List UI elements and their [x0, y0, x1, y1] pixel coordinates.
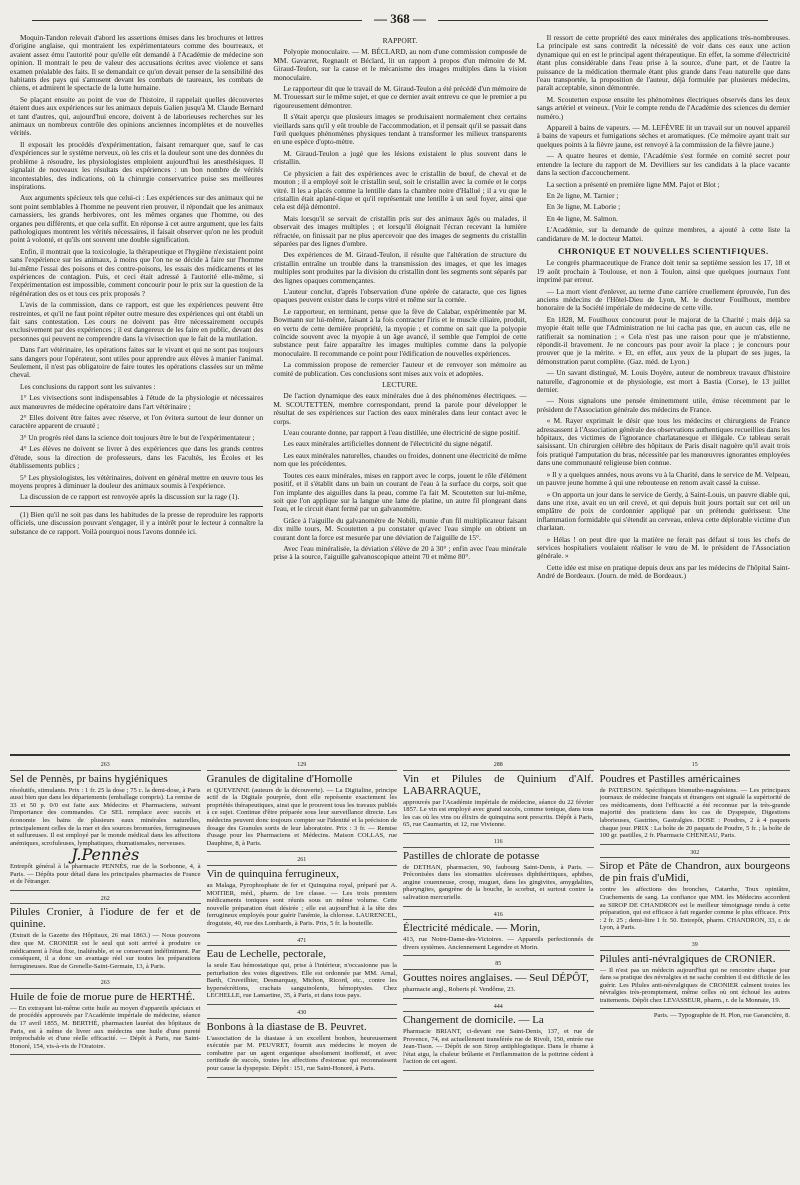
paragraph: Il ressort de cette propriété des eaux minérales des applications très-nombreuses. La principale est sans contredit la nécessité de voir dans ces eaux une action dynamique qui en est le principal agent thérapeutique. En effet, la somme d'électricité étant plus considérable dans l'eau prise à la source, d'une part, et de l'autre la puissance de la médication thermale étant plus grande dans l'eau naturelle que dans l'eau transportée, la proposition de l'auteur, déjà formulée par plusieurs médecins, paraît acceptable, sinon démontrée. [536, 34, 790, 93]
paragraph: Moquin-Tandon relevait d'abord les assertions émises dans les brochures et lettres d'origine anglaise, qui montraient les expérimentateurs comme des bourreaux, et avaient assez ému l'autorité pour qu'elle eût demandé à l'Académie de médecine son opinion. Il montrait le peu de valeur des accusations écrites avec violence et sans examen préalable des faits. Il se demandait ce qu'on devait penser de la sensibilité des habitants des pays qui s'amusent devant les combats de taureaux, les combats de chiens, et admirent le spectacle de la lutte humaine. [10, 34, 264, 93]
article-columns [10, 34, 790, 754]
paragraph: Les eaux minérales naturelles, chaudes ou froides, donnent une électricité de même nom que les précédentes. [273, 450, 527, 469]
paragraph: La discussion de ce rapport est renvoyée après la discussion sur la rage (1). [20, 492, 240, 502]
ad-block [207, 936, 398, 1006]
ad-title: Huile de foie de morue pure de HERTHÉ. [10, 990, 196, 1003]
ad-block [403, 1002, 594, 1072]
ad-body: de PATERSON. Spécifiques bismutho-magnésiens. — Les principaux journaux de médecine français et étrangers ont signalé la supériorité de ces médicaments, dont l'efficacité a été reconnue par la très-grande majorité des praticiens dans les cas de Dyspepsie, Digestions laborieuses, Gastrites, Gastralgies. DOSE : Poudres, 2 à 4 paquets chaque jour. PRIX : La boîte de 20 paquets de Poudre, 5 fr. ; la boîte de 100 gr. pastilles, 2 fr. Pharmacie CHENEAU, Paris. [599, 786, 790, 840]
ad-number: 302 [600, 850, 791, 859]
paragraph: » Hélas ! on peut dire que la matière ne ferait pas défaut si tous les chefs de services hospitaliers voulaient réaliser le vœu de M. le président de l'Association générale. » [536, 534, 790, 561]
paragraph: Aux arguments spécieux tels que celui-ci : Les expériences sur des animaux qui ne sont point semblables à l'homme ne peuvent rien prouver, il répondait que les animaux carnassiers, les grands herbivores, ont les mêmes organes que l'homme, ou des organes peu différents, et que cela suffit. En réponse à cet autre argument, que les faits pathologiques montrent les vérités nécessaires, il faisait observer qu'on ne les produit point à volonté, et qu'ils ont souvent une double signification. [10, 193, 264, 245]
ad-signature: J.Pennès [71, 845, 140, 865]
paragraph: En 4e ligne, M. Salmon. [546, 213, 618, 223]
printer-footer: Paris. — Typographie de H. Plon, rue Garancière, 8. [653, 1012, 790, 1020]
ad-title: Bonbons à la diastase de B. Peuvret. [206, 1020, 367, 1033]
ad-body: contre les affections des bronches, Catarrhe, Toux opiniâtre, Crachements de sang. La confiance que MM. les Médecins accordent au SIROP DE CHANDRON est le meilleur témoignage rendu à cette préparation, qui est efficace à fait regarder comme le plus efficace. Prix : 2 fr. 25 ; demi-litre 1 fr. 50. Entrepôt, pharm. CHANDRON, 33, r. de Lyon, à Paris. [599, 886, 790, 932]
ad-number: 288 [403, 762, 594, 771]
paragraph: Appareil à bains de vapeurs. — M. LEFÈVRE lit un travail sur un nouvel appareil à bains de vapeurs et fumigations sèches et aromatiques. (Ce mémoire ayant trait sur quelques points à la fièvre jaune, est renvoyé à la commission de la fièvre jaune.) [536, 123, 790, 149]
ad-body: approuvés par l'Académie impériale de médecine, séance du 22 février 1857. Le vin est employé avec grand succès, comme tonique, dans tous les cas où les vins ou élixirs de quinquina sont prescrits. Dépôt à Paris, 65, rue Caumartin, et 12, rue Vivienne. [403, 798, 594, 829]
paragraph: Polyopie monoculaire. — M. BÉCLARD, au nom d'une commission composée de MM. Gavarret, Regnault et Béclard, lit un rapport à propos d'un mémoire de M. Giraud-Teulon, sur la cause et le mécanisme des images multiples dans la vision monoculaire. [273, 47, 527, 82]
ad-block [207, 855, 398, 932]
paragraph: — Un savant distingué, M. Louis Doyère, auteur de nombreux travaux d'histoire naturelle, d'agronomie et de physiologie, est mort à Bastia (Corse), le 13 juillet dernier. [536, 368, 790, 395]
ad-title: Pilules Cronier, à l'iodure de fer et de quinine. [10, 906, 201, 931]
ad-number: 444 [403, 1004, 594, 1013]
ad-block [600, 848, 791, 937]
ad-number: 85 [403, 961, 594, 970]
paragraph: La section a présenté en première ligne MM. Pajot et Blot ; [546, 179, 720, 189]
ad-block [403, 959, 594, 998]
paragraph: L'avis de la commission, dans ce rapport, est que les expériences peuvent être restreintes, et qu'il ne faut point répéter outre mesure des expériences qui ont établi un fait sans contestation. Les cours ne doivent pas être nécessairement occupés exclusivement par des expériences ; il est dangereux de les faire en public, devant des personnes qui peuvent ne comprendre dans la vivisection que le fait de la mutilation. [10, 300, 264, 343]
ad-body: Pharmacie BRIANT, ci-devant rue Saint-Denis, 137, et rue de Provence, 74, est actuellement transférée rue de Rivoli, 150, entrée rue Jean-Tison. — Dépôt de son Sirop antiphlogistique. Dans le rhume à l'état aigu, la chaleur brûlante et l'inflammation de la poitrine cèdent à l'action de cet agent. [403, 1028, 594, 1066]
paragraph: 3° Un progrès réel dans la science doit toujours être le but de l'expérimentateur ; [20, 432, 255, 442]
paragraph: Avec l'eau minéralisée, la déviation s'élève de 20 à 30° ; enfin avec l'eau minérale prise à la source, l'aiguille galvanoscopique atteint 70 et même 80°. [273, 543, 527, 562]
paragraph: Les conclusions du rapport sont les suivantes : [20, 381, 156, 391]
paragraph: Enfin, il montrait que la toxicologie, la thérapeutique et l'hygiène n'existaient point sans l'expérience sur les animaux, à moins que l'on ne se décide à faire sur l'homme lui-même l'essai des poisons et des contre-poisons, les essais des médicaments et les expériences de contagion. Puis, et ceci était adressé à l'autorité elle-même, si l'expérimentation est impossible, comment concourir pour le prix sur la question de la régénération des os et tous ces prix proposés ? [10, 246, 264, 298]
paragraph: Il exposait les procédés d'expérimentation, faisant remarquer que, sauf le cas d'expériences sur le système nerveux, où les cris et la douleur sont une des données du problème à résoudre, les physiologistes emploient aujourd'hui les anesthésiques. Il signalait de nouveaux les résultats des expériences : un bon nombre de vérités incontestables, des indications, où la chirurgie conservatrice puise ses meilleures inspirations. [10, 139, 264, 191]
ad-number: 430 [207, 1010, 398, 1019]
ad-number: 39 [600, 942, 791, 951]
ad-block [403, 910, 594, 957]
paragraph: « M. Rayer exprimait le désir que tous les médecins et chirurgiens de France adressassent à l'Association générale des observations authentiques recueillies dans les hôpitaux, des victimes de l'ignorance charlatanesque et illégale. Ce tableau serait saisissant. Un chirurgien célèbre des hôpitaux de Paris disait naguère qu'il avait trois fois pratiqué l'amputation du bras, nécessitée par les manœuvres ignorantes employées dans une communauté religieuse bien connue. [536, 416, 790, 468]
ad-title: Électricité médicale. — Morin, [403, 922, 541, 935]
paragraph: Toutes ces eaux minérales, mises en rapport avec le corps, jouent le rôle d'élément positif, et il s'établit dans un bain un courant de l'eau à la surface du corps, soit que l'on implante des aiguilles dans la peau, comme l'a fait M. Scoutetten sur lui-même, soit que l'on applique sur la langue une lame de platine, un autre fil plongeant dans l'eau, et le circuit étant fermé par un galvanomètre. [273, 470, 527, 514]
paragraph: M. Giraud-Teulon a jugé que les lésions existaient le plus souvent dans le cristallin. [273, 148, 527, 167]
ad-number: 263 [10, 980, 201, 989]
paragraph: Des expériences de M. Giraud-Teulon, il résulte que l'altération de structure du cristallin entraîne un trouble dans la transmission des images, et que les images multiples sont produites par la division du cristallin dont les segments sont séparés par des lignes opaques commençantes. [273, 250, 527, 285]
ad-number: 15 [600, 762, 791, 771]
paragraph: » On apporta un jour dans le service de Gerdy, à Saint-Louis, un pauvre diable qui, dans une rixe, avait eu un œil crevé, et qui depuis huit jours portait sur cet œil un emplâtre de poix de cordonnier appliqué par un prétendu guérisseur. Une inflammation formidable qui s'étendit au cerveau, enleva cette déplorable victime d'un charlatan. [536, 489, 790, 533]
paragraph: 2° Elles doivent être faites avec réserve, et l'on évitera surtout de leur donner un caractère apparent de cruauté ; [10, 413, 264, 431]
paragraph: Le rapporteur, en terminant, pense que la fève de Calabar, expérimentée par M. Bowmann sur lui-même, faisant à la fois contracter l'iris et le muscle ciliaire, produit, en vertu de cette dernière propriété, la myopie ; et comme on sait que la polyopie coïncide souvent avec la myopie à un âge avancé, il semble que l'emploi de cette substance peut faire apparaître les images multiples comme dans la polyopie monoculaire. Il recommande ce point pour l'édification de nouvelles expériences. [273, 306, 527, 358]
ad-body: résolutifs, stimulants. Prix : 1 fr. 25 la dose ; 75 c. la demi-dose, à Paris aussi bien que dans les départements (emballage compris). La remise de 33 et 50 p. 0/0 est faite aux Médecins et Pharmaciens, suivant l'importance des commandes. Ce SEL remplace avec succès et économie les bains de plusieurs eaux minérales naturelles, principalement celles de la mer et des sources bromurées, ferrugineuses et sulfureuses. Il est employé par le monde médical dans les affections anémiques, scrofuleuses, lymphatiques, rhumatismales, nerveuses. [10, 786, 201, 847]
ad-title: Poudres et Pastilles américaines [599, 772, 741, 785]
ad-number: 471 [207, 938, 398, 947]
column-3 [537, 34, 790, 754]
paragraph: Se plaçant ensuite au point de vue de l'histoire, il rappelait quelles découvertes étaient dues aux expériences sur les animaux depuis Galien jusqu'à M. Claude Bernard et tant d'autres, qui, aujourd'hui encore, doivent à de laborieuses recherches sur les animaux un nombreux contrôle des opinions anciennes incomplètes et de nouvelles vérités. [10, 94, 264, 138]
ad-block [10, 760, 201, 891]
ad-title: Gouttes noires anglaises. — Seul DÉPÔT, [403, 971, 589, 984]
ad-number: 116 [403, 839, 594, 848]
ad-number: 129 [207, 762, 398, 771]
paragraph: Il s'était aperçu que plusieurs images se produisaient normalement chez certains vieillards sans qu'il y eût trouble de l'accommodation, et il pensait qu'il se passait dans l'œil quelques phénomènes physiques tendant à transformer les milieux transparents en une espèce d'opto-mètre. [273, 112, 527, 147]
paragraph: La commission propose de remercier l'auteur et de renvoyer son mémoire au comité de publication. Ces conclusions sont mises aux voix et adoptées. [273, 360, 527, 378]
paragraph: Ce physicien a fait des expériences avec le cristallin de bœuf, de cheval et de mouton ; il a employé soit le cristallin seul, soit le cristallin avec la cornée et le corps vitré. Il les a placés comme la lentille dans la chambre noire d'Hallué ; il a vu que le cristallin était aplané-tique et qu'il représentait une lentille à un seul foyer, ainsi que cela est déjà démontré. [273, 168, 527, 212]
ad-column-4 [600, 760, 791, 1185]
ad-block [600, 940, 791, 1010]
ad-body: 413, rue Notre-Dame-des-Victoires. — Appareils perfectionnés de divers systèmes. Anciennement Legendre et Morin. [403, 936, 594, 951]
ad-block [10, 978, 201, 1055]
ad-title: Sirop et Pâte de Chandron, aux bourgeons de pin frais d'uMidi, [599, 860, 790, 885]
advertisements [10, 754, 790, 1185]
ad-body: — En extrayant lui-même cette huile au moyen d'appareils spéciaux et de procédés approuvés par l'Académie impériale de médecine, séance du 17 avril 1855, M. BERTHÉ, pharmacien lauréat des hôpitaux de Paris, est à même de livrer aux médecins une huile d'une pureté irréprochable et d'une réelle efficacité. — Dépôt à Paris, rue Saint-Honoré, 154, vis-à-vis de l'Oratoire. [10, 1004, 201, 1050]
ad-body: pharmacie angl., Roberts pl. Vendôme, 23. [403, 985, 516, 993]
ad-number: 416 [403, 912, 594, 921]
newspaper-page [10, 10, 790, 1165]
ad-column-2 [207, 760, 398, 1185]
paragraph: Dans l'art vétérinaire, les opérations faites sur le vivant et qui ne sont pas toujours sans dangers pour l'opérateur, sont utiles pour apprendre aux élèves à manier l'animal. Seulement, il n'est pas obligatoire de faire toutes les opérations classées sur un même cheval. [10, 345, 264, 380]
ad-title: Sel de Pennès, pr bains hygiéniques [10, 772, 168, 785]
footnote: (1) Bien qu'il ne soit pas dans les habitudes de la presse de reproduire les rapports officiels, une discussion pouvant s'engager, il y a intérêt pour le lecteur à connaître la substance de ce rapport. Voilà pourquoi nous l'avons donnée ici. [10, 509, 264, 536]
paragraph: L'eau courante donne, par rapport à l'eau distillée, une électricité de signe positif. [283, 428, 520, 438]
paragraph: 4° Les élèves ne doivent se livrer à des expériences que dans les grands centres d'étude, sous la direction de professeurs, dans les Facultés, les Écoles et les établissements publics ; [10, 444, 264, 471]
paragraph: Grâce à l'aiguille du galvanomètre de Nobili, munie d'un fil multiplicateur faisant dix mille tours, M. Scoutetten a pu constater qu'avec l'eau simple on obtient un courant dont la force est mesurée par une déviation de l'aiguille de 15°. [273, 515, 527, 542]
ad-title: Vin de quinquina ferrugineux, [206, 867, 340, 880]
ad-block [10, 894, 201, 976]
paragraph: En 1828, M. Fouilhoux concourut pour le majorat de la Charité ; mais déjà sa myopie était telle que l'Administration ne lui cacha pas que, en aucun cas, elle ne ratifierait sa nomination ; « Cela n'est pas une raison pour que je m'abstienne, répondit-il bravement. Je ne concours pas pour avoir la place ; je concours pour prouver que je la mérite. » Et, en effet, aux yeux de la plupart de ses juges, la démonstration parut complète. (Gaz. méd. de Lyon.) [536, 314, 790, 366]
paragraph: L'Académie, sur la demande de quinze membres, a ajouté à cette liste la candidature de M. le docteur Mattei. [536, 225, 790, 243]
ad-title: Granules de digitaline d'Homolle [206, 772, 353, 785]
ad-column-1 [10, 760, 201, 1185]
paragraph: Le rapporteur dit que le travail de M. Giraud-Teulon a été précédé d'un mémoire de M. Trouessart sur le même sujet, et que ce dernier avait entrevu ce que le premier a pu rigoureusement démontrer. [273, 84, 527, 110]
ad-block [403, 760, 594, 834]
ad-body: (Extrait de la Gazette des Hôpitaux, 26 mai 1863.) — Nous pouvons dire que M. CRONIER est le seul qui soit arrivé à produire ce médicament à l'état fixe, inaltérable, et se conservant indéfiniment. Par conséquent, il a donc un avantage réel sur toutes les préparations ferrugineuses. Rue de Grenelle-Saint-Germain, 13, à Paris. [10, 932, 201, 970]
section-heading-lecture: LECTURE. [382, 380, 418, 390]
ad-body: — Il n'est pas un médecin aujourd'hui qui ne rencontre chaque jour dans sa pratique des névralgies et ne sache combien il est difficile de les guérir. Les Pilules anti-névralgiques de CRONIER calment toutes les névralgies très-promptement, même celles où ont échoué les autres traitements. Dépôt chez LEVASSEUR, pharm., r. de la Monnaie, 19. [599, 966, 790, 1004]
ad-body-extra: Entrepôt général à la pharmacie PENNÈS, rue de la Sorbonne, 4, à Paris. — Dépôts pour détail dans les principales pharmacies de France et de l'étranger. [10, 862, 201, 886]
ad-number: 262 [10, 896, 201, 905]
column-1 [10, 34, 263, 754]
paragraph: 1° Les vivisections sont indispensables à l'étude de la physiologie et nécessaires aux manœuvres de médecine opératoire dans l'art vétérinaire ; [10, 393, 264, 411]
section-heading-rapport: RAPPORT. [382, 36, 418, 45]
paragraph: L'auteur conclut, d'après l'observation d'une opérée de cataracte, que ces lignes opaques peuvent exister dans le corps vitré et même sur la cornée. [273, 286, 527, 305]
column-2 [273, 34, 526, 754]
paragraph: » Il y a quelques années, nous avons vu à la Charité, dans le service de M. Velpeau, un pauvre jeune homme à qui une rebouteuse en renom avait cassé la cuisse. [536, 469, 790, 488]
paragraph: De l'action dynamique des eaux minérales due à des phénomènes électriques. — M. SCOUTETTEN, membre correspondant, prend la parole pour développer le résultat de ses expériences sur l'action des eaux minérales dans leur contact avec le corps. [273, 391, 527, 426]
ad-number: 261 [207, 857, 398, 866]
paragraph: Le congrès pharmaceutique de France doit tenir sa septième session les 17, 18 et 19 août prochain à Toulouse, et non à Toulon, ainsi que quelques journaux l'ont imprimé par erreur. [536, 258, 790, 285]
paragraph: — A quatre heures et demie, l'Académie s'est formée en comité secret pour entendre la lecture du rapport de M. Devilliers sur les candidats à la place vacante dans la section d'accouchement. [536, 151, 790, 178]
paragraph: Mais lorsqu'il se servait de cristallin pris sur des animaux âgés ou malades, il observait des images multiples ; et lorsqu'il éloignait l'écran recevant la lumière réfractée, on finissait par ne plus apercevoir que des images de segments du cristallin séparées par des lignes d'ombre. [273, 213, 527, 248]
paragraph: — La mort vient d'enlever, au terme d'une carrière cruellement éprouvée, l'un des anciens médecins de l'Hôtel-Dieu de Lyon, M. le docteur Fouilhoux, membre honoraire de la Société impériale de médecine de cette ville. [536, 286, 790, 313]
ad-title: Pastilles de chlorate de potasse [403, 849, 540, 862]
ad-block [207, 760, 398, 852]
paragraph: — Nous signalons une pensée éminemment utile, émise récemment par le président de l'Association générale des médecins de France. [536, 396, 790, 414]
paragraph: En 3e ligne, M. Laborie ; [546, 202, 621, 212]
page-number: — 368 — [10, 10, 790, 28]
ad-column-3 [403, 760, 594, 1185]
ad-title: Changement de domicile. — La [403, 1014, 544, 1027]
paragraph: M. Scoutetten expose ensuite les phénomènes électriques observés dans les deux sangs artériel et veineux. (Voir le compte rendu de l'Académie des sciences du dernier numéro.) [536, 94, 790, 121]
ad-block [600, 760, 791, 845]
ad-title: Eau de Lechelle, pectorale, [206, 948, 326, 961]
section-heading-chronique: CHRONIQUE ET NOUVELLES SCIENTIFIQUES. [558, 245, 769, 256]
ad-body: au Malaga, Pyrophosphate de fer et Quinquina royal, préparé par A. MOITIER, méd., pharm. de 1re classe. — Les trois premiers médicaments toniques sont réunis sous un même volume. Cette nouvelle préparation était désirée ; elle est aujourd'hui à la tête des ferrugineux employés pour guérir l'anémie, la chlorose. LAURENCEL, droguiste, 40, rue des Lombards, à Paris. Prix, 5 fr. la bouteille. [206, 881, 397, 927]
ad-number: 263 [10, 762, 201, 771]
ad-body: la seule Eau hémostatique qui, prise à l'intérieur, n'occasionne pas la perturbation des voies digestives. Elle est ordonnée par MM. Arnal, Barth, Cruveilhier, Desmarquay, Michon, Ricord, etc., contre les hypersécrétions, crachats sanguinolents, hémoptysies. Chez LECHELLE, rue Lamartine, 35, à Paris, et dans tous pays. [206, 962, 397, 1000]
paragraph: En 2e ligne, M. Tarnier ; [546, 190, 619, 200]
ad-body: et QUEVENNE (auteurs de la découverte). — La Digitaline, principe actif de la Digitale pourprée, dont elle représente exactement les propriétés thérapeutiques, ainsi que le prouvent tous les travaux publiés à ce sujet. Continue d'être préparée sous leur surveillance directe. Les médecins peuvent donc toujours compter sur l'identité et la précision de dosage des Granules sortis de leur laboratoire. Prix : 3 fr. — Remise d'usage pour les Pharmaciens et Médecins. Maison COLLAS, rue Dauphine, 8, à Paris. [206, 786, 397, 847]
ad-block [403, 837, 594, 907]
ad-block [207, 1008, 398, 1078]
ad-title: Vin et Pilules de Quinium d'Alf. LABARRAQUE, [403, 772, 594, 797]
ad-title: Pilules anti-névralgiques de CRONIER. [599, 952, 776, 965]
ad-body: L'association de la diastase à un excellent bonbon, heureusement exécutée par M. PEUVRET, fournit aux médecins le moyen de combattre par un agent organique absolument inoffensif, et avec certitude de succès, toutes les affections d'estomac qui reconnaissent pour cause la dyspepsie. Dépôt : 151, rue Saint-Honoré, à Paris. [206, 1034, 397, 1073]
ad-body: de DETHAN, pharmacien, 90, faubourg Saint-Denis, à Paris. — Préconisées dans les stomatites ulcéreuses diphthéritiques, aphthes, angine couenneuse, croup, muguet, dans les gingivites, amygdalites, pharyngites, gangrène de la bouche, le scorbut, et surtout contre la salivation mercurielle. [403, 863, 594, 901]
divider [10, 506, 263, 507]
paragraph: Cette idée est mise en pratique depuis deux ans par les médecins de l'hôpital Saint-André de Bordeaux. (Journ. de méd. de Bordeaux.) [536, 562, 790, 581]
paragraph: 5° Les physiologistes, les vétérinaires, doivent en général mettre en œuvre tous les moyens propres à diminuer la douleur des animaux soumis à l'expérience. [10, 472, 264, 490]
paragraph: Les eaux minérales artificielles donnent de l'électricité du signe négatif. [283, 439, 493, 449]
